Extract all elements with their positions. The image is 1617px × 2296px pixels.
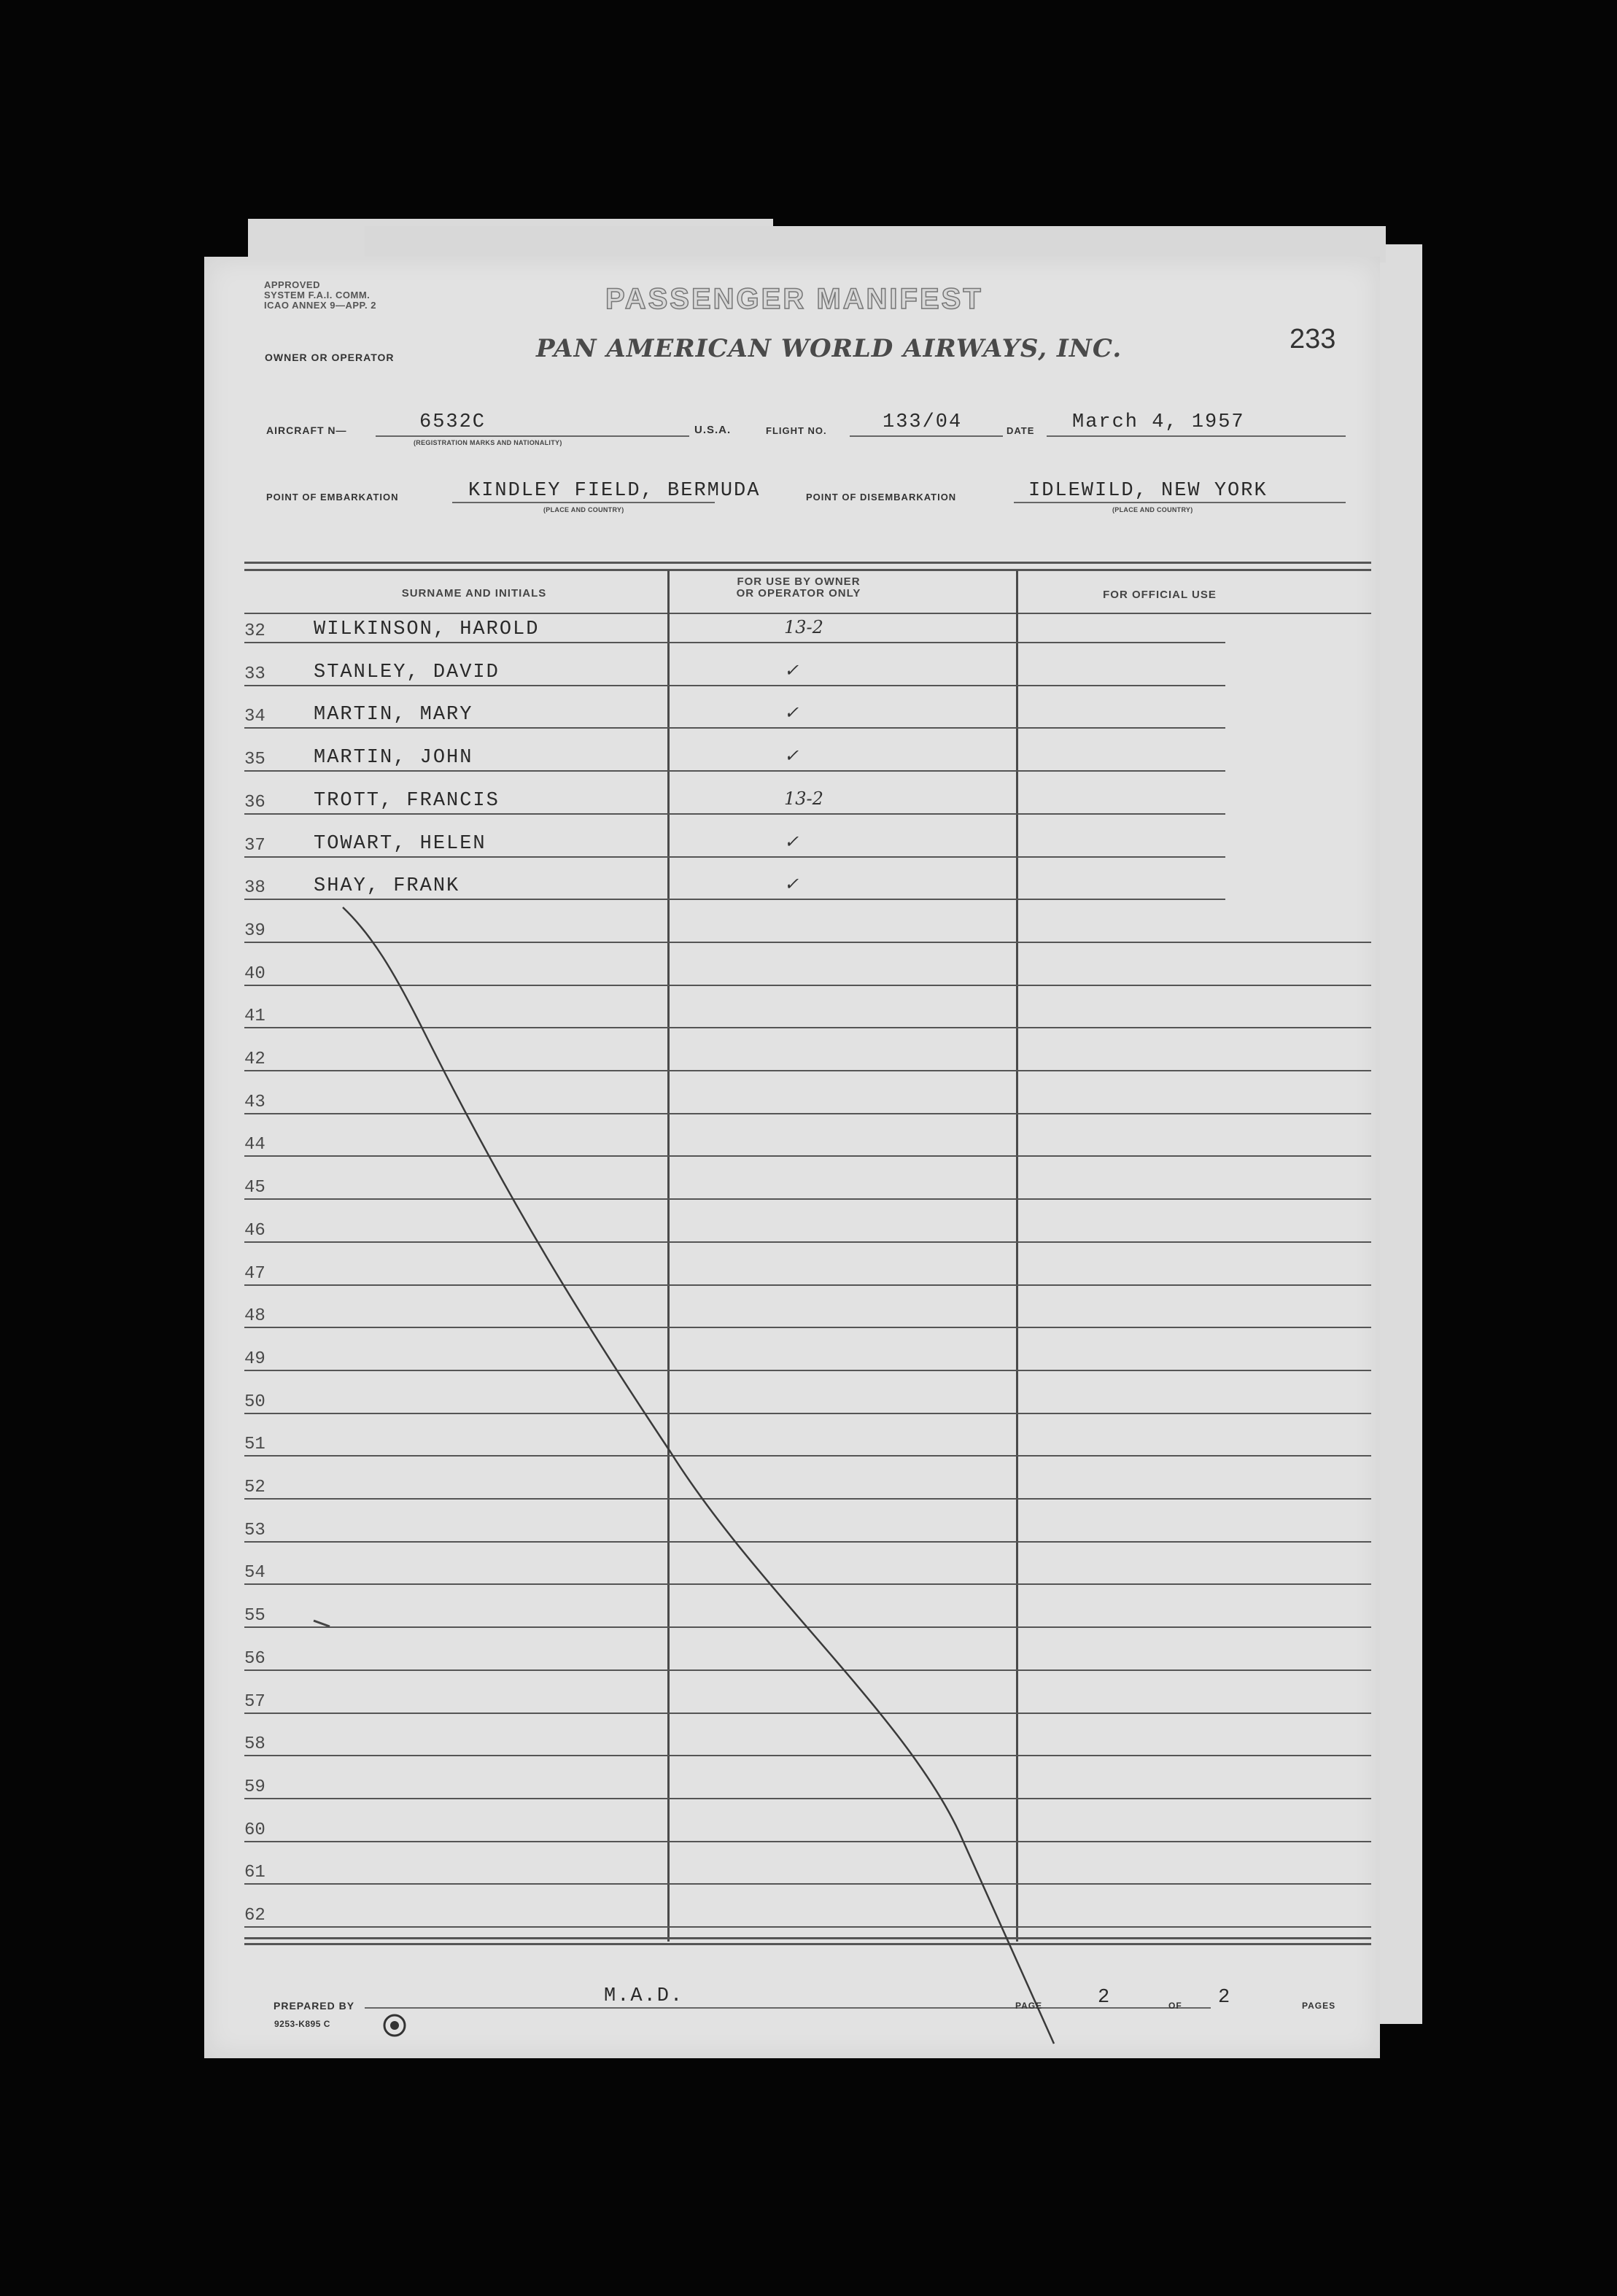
col-owner-header-line: FOR USE BY OWNER — [737, 575, 861, 588]
approval-line: SYSTEM F.A.I. COMM. — [264, 290, 371, 300]
col-surname-header: SURNAME AND INITIALS — [401, 587, 547, 600]
row-number: 36 — [244, 793, 265, 812]
row-number: 47 — [244, 1264, 265, 1284]
cancel-pen-stroke — [204, 257, 1380, 2058]
row-number: 45 — [244, 1178, 265, 1198]
col-official-header: FOR OFFICIAL USE — [1103, 589, 1217, 601]
passenger-name: MARTIN, JOHN — [314, 747, 473, 769]
passenger-name: WILKINSON, HAROLD — [314, 618, 540, 640]
approval-line: APPROVED — [264, 279, 320, 290]
aircraft-value: 6532C — [419, 411, 486, 433]
operator-mark: ✓ — [784, 831, 799, 852]
row-number: 49 — [244, 1349, 265, 1369]
row-number: 37 — [244, 836, 265, 856]
approval-line: ICAO ANNEX 9—APP. 2 — [264, 300, 376, 311]
passenger-name: MARTIN, MARY — [314, 704, 473, 726]
embark-label: POINT OF EMBARKATION — [266, 492, 399, 503]
owner-label: OWNER OR OPERATOR — [265, 352, 395, 363]
operator-mark: ✓ — [784, 702, 799, 723]
row-number: 57 — [244, 1692, 265, 1712]
row-number: 42 — [244, 1050, 265, 1069]
operator-mark: ✓ — [784, 745, 799, 766]
row-number: 58 — [244, 1734, 265, 1754]
row-number: 54 — [244, 1563, 265, 1583]
row-number: 61 — [244, 1863, 265, 1882]
row-number: 32 — [244, 621, 265, 641]
page-value: 2 — [1098, 1987, 1112, 2009]
aircraft-label: AIRCRAFT N— — [266, 424, 347, 436]
passenger-name: TOWART, HELEN — [314, 833, 486, 855]
disembark-value: IDLEWILD, NEW YORK — [1028, 480, 1268, 502]
row-number: 62 — [244, 1906, 265, 1925]
disembark-caption: (PLACE AND COUNTRY) — [1112, 506, 1193, 513]
row-number: 40 — [244, 964, 265, 984]
row-number: 44 — [244, 1135, 265, 1155]
operator-mark: 13-2 — [784, 617, 823, 637]
manifest-sheet — [204, 257, 1380, 2058]
usa-label: U.S.A. — [694, 424, 732, 436]
operator-mark: 13-2 — [784, 788, 823, 809]
row-number: 38 — [244, 878, 265, 898]
prepared-value: M.A.D. — [604, 1985, 684, 2007]
row-number: 60 — [244, 1820, 265, 1840]
of-label: OF — [1168, 2001, 1182, 2011]
date-label: DATE — [1007, 425, 1035, 436]
row-number: 39 — [244, 921, 265, 941]
row-number: 51 — [244, 1435, 265, 1454]
embark-value: KINDLEY FIELD, BERMUDA — [468, 480, 761, 502]
row-number: 34 — [244, 707, 265, 726]
row-number: 53 — [244, 1521, 265, 1540]
aircraft-caption: (REGISTRATION MARKS AND NATIONALITY) — [414, 439, 562, 446]
of-value: 2 — [1218, 1987, 1232, 2009]
operator-mark: ✓ — [784, 874, 799, 894]
passenger-name: STANLEY, DAVID — [314, 662, 500, 683]
row-number: 35 — [244, 750, 265, 769]
operator-mark: ✓ — [784, 660, 799, 680]
passenger-name: TROTT, FRANCIS — [314, 790, 500, 812]
row-number: 50 — [244, 1392, 265, 1412]
flight-value: 133/04 — [883, 411, 963, 433]
row-number: 33 — [244, 664, 265, 684]
row-number: 48 — [244, 1306, 265, 1326]
row-number: 55 — [244, 1606, 265, 1626]
row-number: 46 — [244, 1221, 265, 1241]
page-stamp-number: 233 — [1290, 324, 1336, 354]
row-number: 41 — [244, 1007, 265, 1026]
form-number: 9253-K895 C — [274, 2019, 330, 2029]
pages-label: PAGES — [1302, 2001, 1336, 2011]
embark-caption: (PLACE AND COUNTRY) — [543, 506, 624, 513]
page-label: PAGE — [1015, 2001, 1043, 2011]
prepared-label: PREPARED BY — [274, 2000, 355, 2012]
union-bug-icon — [382, 2013, 407, 2038]
row-number: 56 — [244, 1649, 265, 1669]
passenger-name: SHAY, FRANK — [314, 875, 460, 897]
owner-value: PAN AMERICAN WORLD AIRWAYS, INC. — [536, 334, 1122, 363]
row-number: 43 — [244, 1093, 265, 1112]
flight-label: FLIGHT NO. — [766, 425, 827, 436]
disembark-label: POINT OF DISEMBARKATION — [806, 492, 957, 503]
date-value: March 4, 1957 — [1072, 411, 1245, 433]
row-number: 52 — [244, 1478, 265, 1497]
row-number: 59 — [244, 1777, 265, 1797]
prepared-underline — [365, 2007, 1211, 2009]
col-owner-header-line: OR OPERATOR ONLY — [736, 587, 861, 600]
document-title: PASSENGER MANIFEST — [605, 283, 983, 315]
